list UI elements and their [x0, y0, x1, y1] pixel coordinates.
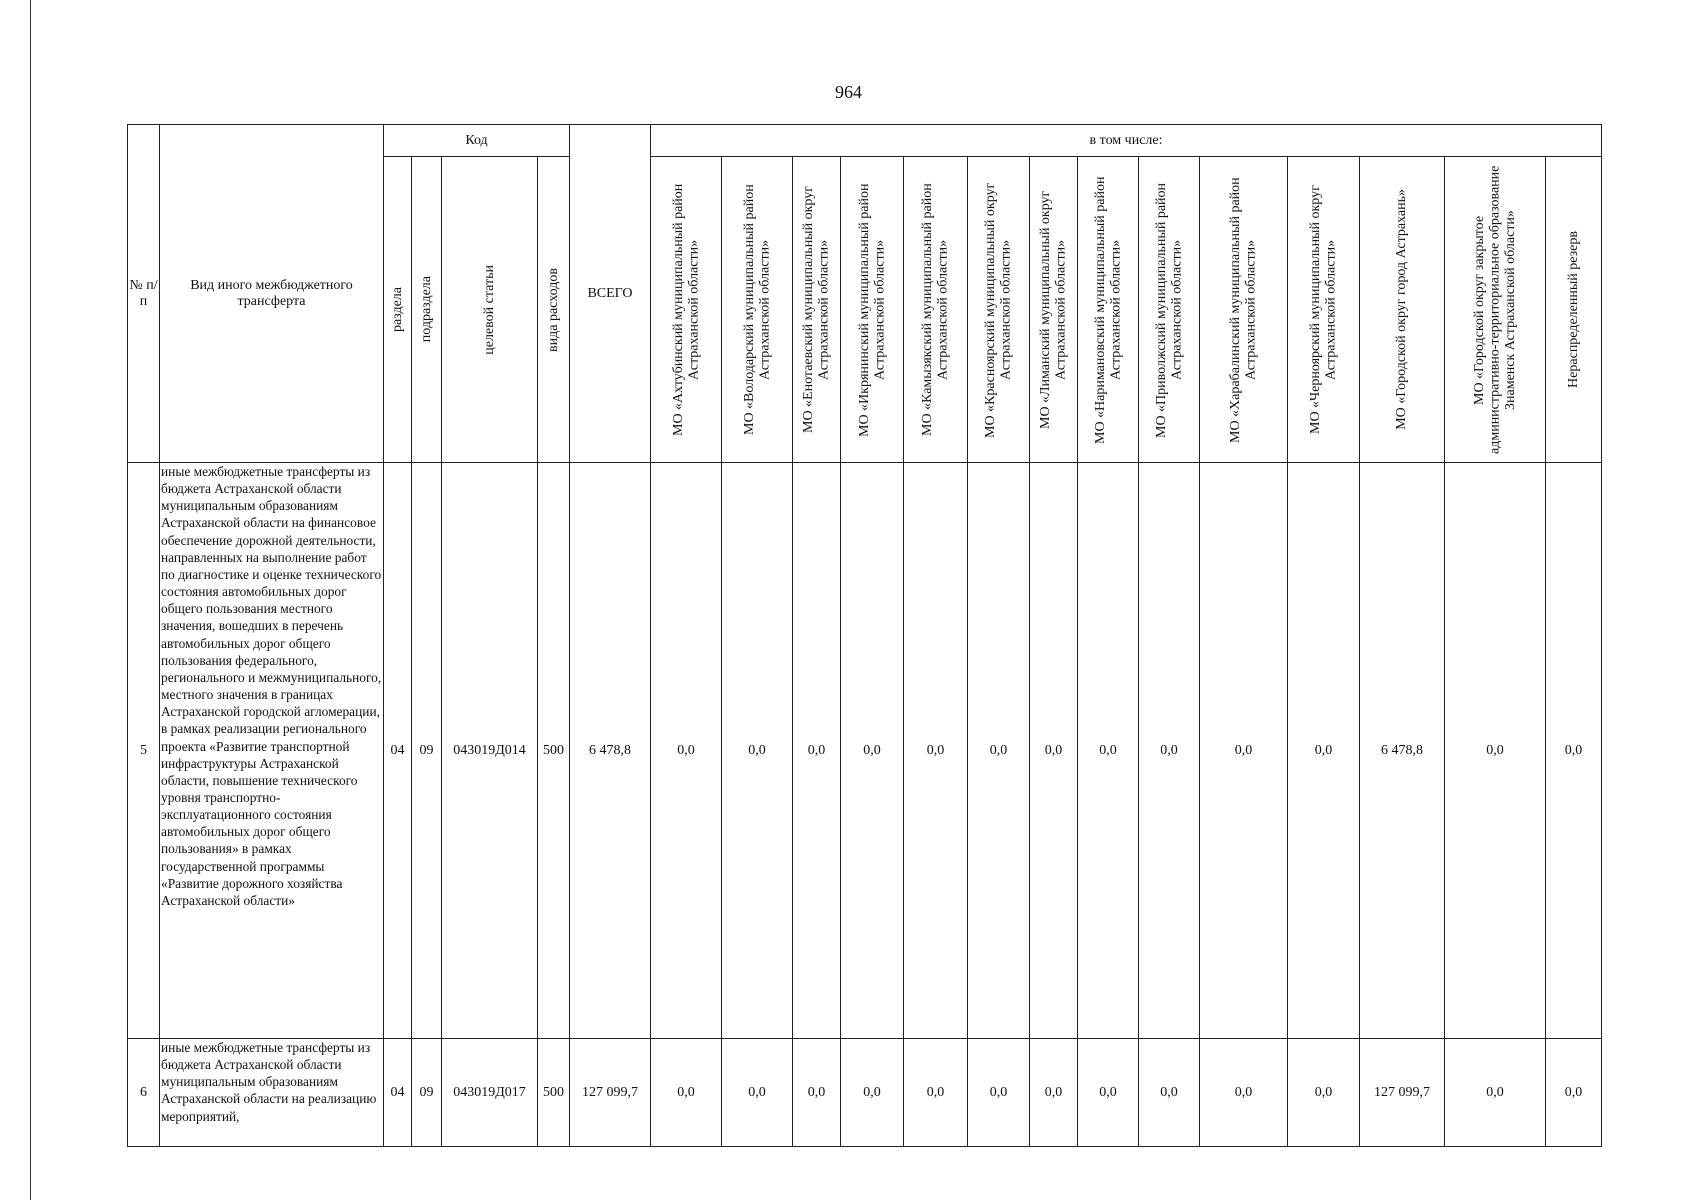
row-value: 0,0: [651, 1039, 722, 1147]
header-code-section: раздела: [384, 157, 412, 463]
row-value: 0,0: [1030, 1039, 1078, 1147]
row-section: 04: [384, 1039, 412, 1147]
row-expense-type: 500: [538, 1039, 570, 1147]
row-value: 0,0: [651, 463, 722, 1039]
row-value: 0,0: [722, 463, 793, 1039]
header-region: МО «Городской округ город Астрахань»: [1360, 157, 1445, 463]
row-total: 127 099,7: [570, 1039, 651, 1147]
header-kind: Вид иного межбюджетного трансферта: [160, 125, 384, 463]
row-subsection: 09: [412, 1039, 442, 1147]
header-region: МО «Камызякский муниципальный район Астраханской области»: [904, 157, 968, 463]
header-code-target: целевой статьи: [442, 157, 538, 463]
row-value: 0,0: [722, 1039, 793, 1147]
header-total: ВСЕГО: [570, 125, 651, 463]
row-value: 0,0: [1200, 463, 1288, 1039]
row-total: 6 478,8: [570, 463, 651, 1039]
row-value: 0,0: [793, 1039, 841, 1147]
header-region: МО «Енотаевский муниципальный округ Астраханской области»: [793, 157, 841, 463]
row-value: 0,0: [904, 463, 968, 1039]
header-including: в том числе:: [651, 125, 1602, 157]
header-region: МО «Икрянинский муниципальный район Астраханской области»: [841, 157, 904, 463]
header-region: МО «Черноярский муниципальный округ Астраханской области»: [1288, 157, 1360, 463]
page-number: 964: [835, 82, 862, 102]
header-region: МО «Приволжский муниципальный район Астраханской области»: [1139, 157, 1200, 463]
row-description: иные межбюджетные трансферты из бюджета Астраханской области муниципальным образованиям Астраханской области на финансовое обеспечение дорожной деятельности, направленных на выполнение работ по диагностике и оценке технического состояния автомобильных дорог общего пользования местного значения, вошедших в перечень автомобильных дорог общего пользования федерального, регионального и межмуниципального, местного значения в границах Астраханской городской агломерации, в рамках реализации регионального проекта «Развитие транспортной инфраструктуры Астраханской области, повышение технического уровня транспортно-эксплуатационного состояния автомобильных дорог общего пользования» в рамках государственной программы «Развитие дорожного хозяйства Астраханской области»: [160, 463, 384, 1039]
header-region: МО «Красноярский муниципальный округ Астраханской области»: [968, 157, 1030, 463]
row-value: 0,0: [1078, 463, 1139, 1039]
row-value: 0,0: [1139, 463, 1200, 1039]
header-region: МО «Володарский муниципальный район Астраханской области»: [722, 157, 793, 463]
header-code-expense-type: вида расходов: [538, 157, 570, 463]
margin-line: [30, 0, 31, 1200]
header-code: Код: [384, 125, 570, 157]
row-value: 0,0: [1546, 463, 1602, 1039]
row-value: 0,0: [1200, 1039, 1288, 1147]
header-code-subsection: подраздела: [412, 157, 442, 463]
row-value: 0,0: [841, 463, 904, 1039]
table-row: [128, 463, 1602, 1039]
row-value: 0,0: [1546, 1039, 1602, 1147]
row-value: 0,0: [793, 463, 841, 1039]
header-no: № п/п: [128, 125, 160, 463]
row-value: 0,0: [841, 1039, 904, 1147]
row-description: иные межбюджетные трансферты из бюджета Астраханской области муниципальным образованиям Астраханской области на реализацию мероприятий,: [160, 1039, 384, 1147]
row-section: 04: [384, 463, 412, 1039]
row-value: 0,0: [968, 463, 1030, 1039]
header-region: МО «Наримановский муниципальный район Астраханской области»: [1078, 157, 1139, 463]
header-region: МО «Ахтубинский муниципальный район Астраханской области»: [651, 157, 722, 463]
table-row: [128, 1039, 1602, 1147]
header-region: МО «Городской округ закрытое административно-территориальное образование Знаменск Астраханской области»: [1445, 157, 1546, 463]
row-value: 0,0: [1445, 1039, 1546, 1147]
row-no: 5: [128, 463, 160, 1039]
header-region: МО «Лиманский муниципальный округ Астраханской области»: [1030, 157, 1078, 463]
row-expense-type: 500: [538, 463, 570, 1039]
row-value: 0,0: [968, 1039, 1030, 1147]
row-target: 043019Д017: [442, 1039, 538, 1147]
row-target: 043019Д014: [442, 463, 538, 1039]
header-region: Нераспределенный резерв: [1546, 157, 1602, 463]
row-value: 0,0: [1445, 463, 1546, 1039]
row-no: 6: [128, 1039, 160, 1147]
row-value: 0,0: [904, 1039, 968, 1147]
row-value: 0,0: [1288, 1039, 1360, 1147]
row-value: 0,0: [1078, 1039, 1139, 1147]
row-value: 0,0: [1139, 1039, 1200, 1147]
transfer-table: [127, 124, 1602, 1147]
header-region: МО «Харабалинский муниципальный район Астраханской области»: [1200, 157, 1288, 463]
row-value: 0,0: [1030, 463, 1078, 1039]
row-value: 6 478,8: [1360, 463, 1445, 1039]
row-value: 127 099,7: [1360, 1039, 1445, 1147]
row-value: 0,0: [1288, 463, 1360, 1039]
row-subsection: 09: [412, 463, 442, 1039]
